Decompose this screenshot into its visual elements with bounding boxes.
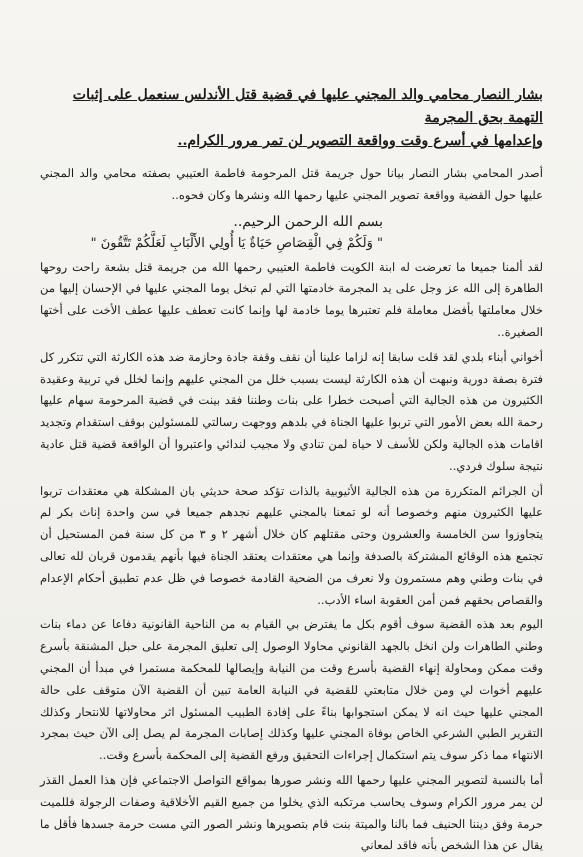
title-line-1: بشار النصار محامي والد المجني عليها في قضية قتل الأندلس سنعمل على إثبات التهمة بحق المجرمة [72,87,543,126]
basmala: بسم الله الرحمن الرحيم.. [233,213,383,230]
document-title [40,84,543,153]
paragraph-4: اليوم بعد هذه القضية سوف أقوم بكل ما يفترض بي القيام به من الناحية القانونية دفاعا عن دماء بنات وطني الطاهرات ولن انخل بالجهد القانوني محاولا الوصول إلى تعليق المجرمة على حبل المشنقة بأسرع وقت ممكن ومحاولة إنهاء القضية بأسرع وقت من النيابة وإيصالها للمحكمة مستمرا في مبدأ أن المجني عليهم أخوات لي ومن خلال متابعتي للقضية في النيابة العامة تبين أن القضية الآن متوقف على حالة المجني عليها حيث انه لا يمكن استجوابها بناءً على إفادة الطبيب المسئول اثر محاولاتها للانتحار وكذلك التقرير الطبي الشرعي الخاص بوفاة المجني عليها وكذلك إصابات المجرمة لم يصل إلى الآن حيث بمجرد الانتهاء مما ذكر سوف يتم استكمال إجراءات التحقيق ورفع القضية إلى المحكمة بأسرع وقت.. [40,617,543,763]
paragraph-3: أن الجرائم المتكررة من هذه الجالية الأثيوبية بالذات تؤكد صحة حديثي بان المشكلة هي معتقدات تربوا عليها الكثيرون منهم وخصوصا أنه لو تمعنا بالمجني عليهم نجدهم جميعا في سن واحدة إناث بكر لم يتجاوزوا سن الخامسة والعشرون وحتى مقتلهم كان خلال أشهر ٢ و ٣ من كل سنة فمن المستحيل أن تجتمع هذه الوقائع المشتركة بالصدفة وإنما هي معتقدات يعتقد الجناة فيها بأنهم يقدمون قربان لله تعالى في بنات وطني وهم مستمرون ولا نعرف من الضحية القادمة خصوصا في ظل عدم تطبيق أحكام الإعدام والقصاص بحقهم فمن أمن العقوبة اساء الأدب.. [40,483,543,607]
title-line-2: وإعدامها في أسرع وقت وواقعة التصوير لن تمر مرور الكرام.. [177,133,543,149]
intro-paragraph: أصدر المحامي بشار النصار بيانا حول جريمة قتل المرحومة فاطمة العتيبي بصفته محامي والد المجني عليها حول القضية وواقعة تصوير المجني عليها رحمها الله ونشرها وكان فحوه.. [40,166,543,202]
paragraph-2: أخواني أبناء بلدي لقد قلت سابقا إنه لزاما علينا أن نقف وقفة جادة وحازمة ضد هذه الكارثة التي تتكرر كل فترة بصفة دورية ونبهت أن هذه الكارثة ليست بسبب خلل من المجني عليهم وإنما لخلل في تربية وعقيدة الكثيرون من هذه الجالية التي أصبحت خطرا على بنات وطننا فقد بينت في قضية المرحومة سهام عليها رحمة الله بعض الأمور التي تربوا عليها الجناة في بلدهم ووجهت رسالتي للمسئولين بوقف استقدام وتجديد اقامات هذه الجالية ولكن للأسف لا حياة لمن تنادي ولا مجيب لندائي واعتبروا أن الواقعة قضية قتل عادية نتيجة سلوك فردي.. [40,349,543,473]
paragraph-5: أما بالنسبة لتصوير المجني عليها رحمها الله ونشر صورها بمواقع التواصل الاجتماعي فإن هذا العمل القذر لن يمر مرور الكرام وسوف يحاسب مرتكبه الذي يخلوا من جميع القيم الأخلاقية وصفات الرجولة فللميت حرمة وفق ديننا الحنيف فما بالنا والميتة بنت قام بتصويرها ونشر الصور التي مست حرمة جسدها فأقل ما يقال عن هذا الشخص بأنه فاقد لمعاني [40,772,543,853]
paragraph-1: لقد ألمنا جميعا ما تعرضت له ابنة الكويت فاطمة العتيبي رحمها الله من جريمة قتل بشعة راحت روحها الطاهرة إلى الله عز وجل على يد المجرمة خادمتها التي لم تبخل يوما المجني عليها في الإحسان إليها من خلال معاملتها بأفضل معاملة فلم تعتبرها يوما خادمة لها وإنما كانت تعطف عليها عطف الأخت على أختها الصغيرة.. [40,259,543,339]
quran-verse: " وَلَكُمْ فِي الْقِصَاصِ حَيَاةٌ يَا أُولِي الأَلْبَابِ لَعَلَّكُمْ تَتَّقُونَ " [90,235,383,251]
